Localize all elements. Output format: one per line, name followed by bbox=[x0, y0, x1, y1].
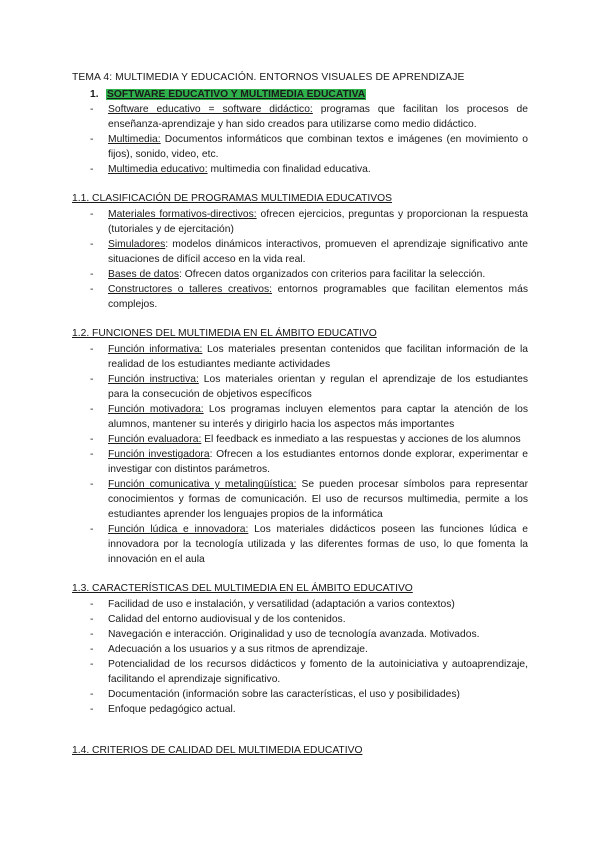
section-title: 1.3. CARACTERÍSTICAS DEL MULTIMEDIA EN EL ÁMBITO EDUCATIVO bbox=[72, 583, 413, 594]
heading-1-number: 1. bbox=[90, 89, 99, 100]
section-3 bbox=[72, 581, 528, 717]
item-text: Calidad del entorno audiovisual y de los contenidos. bbox=[108, 614, 346, 625]
item-term: Software educativo = software didáctico: bbox=[108, 104, 313, 115]
item-term: Materiales formativos-directivos: bbox=[108, 209, 257, 220]
list-item bbox=[72, 702, 528, 717]
section-title: 1.4. CRITERIOS DE CALIDAD DEL MULTIMEDIA EDUCATIVO bbox=[72, 745, 363, 756]
item-text: Los materiales didácticos poseen las funciones lúdica e innovadora por la tecnología utilizada y las diferentes formas de uso, lo que fomenta la innovación en el aula bbox=[108, 524, 528, 565]
list-item bbox=[72, 237, 528, 267]
item-term: Bases de datos bbox=[108, 269, 179, 280]
list-item bbox=[72, 402, 528, 432]
section-1 bbox=[72, 191, 528, 312]
item-text: Facilidad de uso e instalación, y versatilidad (adaptación a varios contextos) bbox=[108, 599, 455, 610]
list-item bbox=[72, 342, 528, 372]
item-term: Función instructiva: bbox=[108, 374, 199, 385]
item-text: entornos programables que facilitan elementos más complejos. bbox=[108, 284, 528, 310]
list-item bbox=[72, 132, 528, 162]
list-item bbox=[72, 612, 528, 627]
item-term: Multimedia educativo: bbox=[108, 164, 208, 175]
section-list bbox=[72, 207, 528, 312]
item-text: Documentación (información sobre las características, el uso y posibilidades) bbox=[108, 689, 460, 700]
list-item bbox=[72, 207, 528, 237]
list-item bbox=[72, 432, 528, 447]
section-title: 1.2. FUNCIONES DEL MULTIMEDIA EN EL ÁMBITO EDUCATIVO bbox=[72, 328, 377, 339]
list-item bbox=[72, 267, 528, 282]
list-item bbox=[72, 102, 528, 132]
list-item bbox=[72, 282, 528, 312]
item-text: Documentos informáticos que combinan textos e imágenes (en movimiento o fijos), sonido, video, etc. bbox=[108, 134, 528, 160]
item-text: El feedback es inmediato a las respuestas y acciones de los alumnos bbox=[201, 434, 521, 445]
item-text: Los materiales presentan contenidos que facilitan información de la realidad de los estudiantes mediante actividades bbox=[108, 344, 528, 370]
item-text: Se pueden procesar símbolos para representar conocimientos y formas de comunicación. El uso de recursos multimedia, permite a los estudiantes aprender los lenguajes propios de la informática bbox=[108, 479, 528, 520]
list-item bbox=[72, 627, 528, 642]
document-title: TEMA 4: MULTIMEDIA Y EDUCACIÓN. ENTORNOS VISUALES DE APRENDIZAJE bbox=[72, 72, 465, 83]
heading-1-label: SOFTWARE EDUCATIVO Y MULTIMEDIA EDUCATIVA bbox=[107, 89, 366, 100]
section-list bbox=[72, 597, 528, 717]
list-item bbox=[72, 687, 528, 702]
item-text: : Ofrecen datos organizados con criterios para facilitar la selección. bbox=[178, 269, 486, 280]
intro-list bbox=[72, 102, 528, 177]
item-text: Los programas incluyen elementos para captar la atención de los alumnos, mantener su interés y dirigirlo hacia los aspectos más importantes bbox=[108, 404, 528, 430]
heading-1 bbox=[90, 87, 528, 102]
list-item bbox=[72, 477, 528, 522]
item-term: Función investigadora bbox=[108, 449, 210, 460]
list-item bbox=[72, 597, 528, 612]
item-term: Constructores o talleres creativos: bbox=[108, 284, 273, 295]
section-title: 1.1. CLASIFICACIÓN DE PROGRAMAS MULTIMEDIA EDUCATIVOS bbox=[72, 193, 393, 204]
item-text: : modelos dinámicos interactivos, promueven el aprendizaje significativo ante situaciones de difícil acceso en la vida real. bbox=[108, 239, 528, 265]
item-text: Enfoque pedagógico actual. bbox=[108, 704, 236, 715]
list-item bbox=[72, 372, 528, 402]
item-text: ofrecen ejercicios, preguntas y proporcionan la respuesta (tutoriales y de ejercitación) bbox=[108, 209, 528, 235]
section-2 bbox=[72, 326, 528, 567]
item-term: Función motivadora: bbox=[108, 404, 204, 415]
section-list bbox=[72, 342, 528, 567]
sections-container bbox=[72, 191, 528, 758]
item-text: Potencialidad de los recursos didácticos y fomento de la autoiniciativa y autoaprendizaje, facilitando el aprendizaje significativo. bbox=[108, 659, 528, 685]
section-4 bbox=[72, 743, 528, 758]
list-item bbox=[72, 642, 528, 657]
item-text: Navegación e interacción. Originalidad y uso de tecnología avanzada. Motivados. bbox=[108, 629, 480, 640]
list-item bbox=[72, 522, 528, 567]
item-text: Los materiales orientan y regulan el aprendizaje de los estudiantes para la consecución de objetivos específicos bbox=[108, 374, 528, 400]
list-item bbox=[72, 657, 528, 687]
document-body bbox=[72, 70, 528, 759]
item-text: Adecuación a los usuarios y a sus ritmos de aprendizaje. bbox=[108, 644, 368, 655]
item-text: : Ofrecen a los estudiantes entornos donde explorar, experimentar e investigar con distintos parámetros. bbox=[108, 449, 528, 475]
item-term: Función evaluadora: bbox=[108, 434, 202, 445]
item-text: multimedia con finalidad educativa. bbox=[207, 164, 371, 175]
item-text: programas que facilitan los procesos de enseñanza-aprendizaje y han sido creados para utilizarse como medio didáctico. bbox=[108, 104, 529, 130]
item-term: Función lúdica e innovadora: bbox=[108, 524, 249, 535]
item-term: Multimedia: bbox=[108, 134, 161, 145]
list-item bbox=[72, 162, 528, 177]
item-term: Función informativa: bbox=[108, 344, 203, 355]
item-term: Función comunicativa y metalingüística: bbox=[108, 479, 297, 490]
list-item bbox=[72, 447, 528, 477]
item-term: Simuladores bbox=[108, 239, 166, 250]
